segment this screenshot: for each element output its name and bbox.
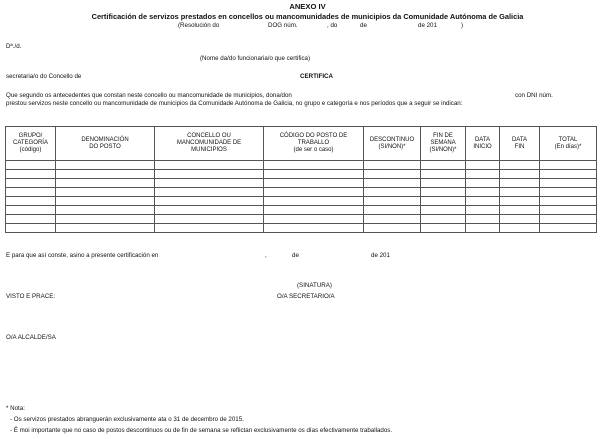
table-cell[interactable] (6, 197, 56, 206)
header-line: TRABALLO (297, 140, 330, 147)
resolution-de: de (360, 22, 367, 29)
notes-heading: * Nota: (6, 405, 25, 412)
header-codigo-posto (264, 127, 364, 161)
table-cell[interactable] (56, 161, 155, 170)
closing-year: de 201 (371, 252, 390, 259)
header-line: CONCELLO OU (187, 133, 231, 140)
table-cell[interactable] (421, 188, 466, 197)
table-cell[interactable] (155, 170, 264, 179)
certifica-label: CERTIFICA (300, 73, 333, 80)
table-cell[interactable] (500, 197, 540, 206)
table-cell[interactable] (264, 215, 364, 224)
header-line: (SI/NON)* (378, 143, 406, 150)
table-cell[interactable] (6, 170, 56, 179)
table-row (6, 170, 597, 179)
table-cell[interactable] (421, 179, 466, 188)
header-line: FIN DE (433, 133, 453, 140)
header-line: CÓDIGO DO POSTO DE (279, 133, 348, 140)
header-line: DESCONTINUO (369, 136, 415, 143)
header-line: SEMANA (430, 140, 456, 147)
table-cell[interactable] (466, 161, 500, 170)
table-cell[interactable] (264, 197, 364, 206)
table-cell[interactable] (500, 188, 540, 197)
header-line: INICIO (473, 143, 492, 150)
table-cell[interactable] (500, 161, 540, 170)
header-line: FIN (514, 143, 525, 150)
header-denominacion (56, 127, 155, 161)
table-cell[interactable] (264, 206, 364, 215)
table-body (6, 161, 597, 233)
table-cell[interactable] (264, 188, 364, 197)
table-cell[interactable] (500, 206, 540, 215)
table-cell[interactable] (364, 215, 421, 224)
table-cell[interactable] (364, 224, 421, 233)
mayor-signature-label: O/A ALCALDE/SA (6, 334, 56, 341)
table-cell[interactable] (466, 197, 500, 206)
resolution-do: , do (327, 22, 338, 29)
table-row (6, 224, 597, 233)
table-cell[interactable] (500, 170, 540, 179)
table-cell[interactable] (56, 197, 155, 206)
header-concello (155, 127, 264, 161)
secretary-label: secretaria/o do Concello de (6, 73, 82, 80)
header-line: TOTAL (558, 136, 578, 143)
table-cell[interactable] (56, 179, 155, 188)
table-cell[interactable] (264, 161, 364, 170)
table-cell[interactable] (540, 206, 597, 215)
header-line: DENOMINACIÓN (81, 136, 129, 143)
header-grupo (6, 127, 56, 161)
table-row (6, 179, 597, 188)
header-line: CATEGORÍA (13, 140, 48, 147)
closing-comma: , (265, 252, 267, 259)
table-cell[interactable] (540, 170, 597, 179)
visto-prace-label: VISTO E PRACE: (6, 293, 56, 300)
table-row (6, 161, 597, 170)
note-item: - É moi importante que no caso de postos descontinuos ou de fin de semana se reflictan exclusivamente os días efectivamente traballados. (10, 427, 393, 434)
table-cell[interactable] (466, 215, 500, 224)
table-row (6, 206, 597, 215)
table-cell[interactable] (466, 188, 500, 197)
table-cell[interactable] (6, 179, 56, 188)
header-line: DATA (474, 136, 491, 143)
note-item: - Os servizos prestados abranguerán exclusivamente ata o 31 de decembro de 2015. (10, 416, 244, 423)
body-line-1: Que segundo os antecedentes que constan neste concello ou mancomunidade de municipios, dona/don (6, 92, 292, 99)
table-cell[interactable] (56, 224, 155, 233)
table-cell[interactable] (6, 206, 56, 215)
table-cell[interactable] (6, 188, 56, 197)
table-cell[interactable] (540, 224, 597, 233)
header-fin-semana (421, 127, 466, 161)
table-cell[interactable] (364, 179, 421, 188)
header-line: DATA (511, 136, 528, 143)
dona-label: Dª./d. (6, 43, 22, 50)
signature-caption: (SINATURA) (297, 282, 332, 289)
table-cell[interactable] (540, 161, 597, 170)
table-cell[interactable] (364, 206, 421, 215)
header-line: (de ser o caso) (293, 146, 334, 153)
table-cell[interactable] (421, 224, 466, 233)
table-cell[interactable] (500, 179, 540, 188)
table-cell[interactable] (421, 215, 466, 224)
table-cell[interactable] (466, 179, 500, 188)
header-line: (En días)* (554, 143, 582, 150)
table-cell[interactable] (421, 161, 466, 170)
header-line: MUNICIPIOS (191, 146, 227, 153)
table-cell[interactable] (56, 188, 155, 197)
header-line: GRUPO/ (18, 133, 43, 140)
table-cell[interactable] (500, 215, 540, 224)
resolution-year: de 201 (418, 22, 437, 29)
header-data-fin (500, 127, 540, 161)
table-cell[interactable] (421, 197, 466, 206)
table-cell[interactable] (155, 197, 264, 206)
table-cell[interactable] (466, 206, 500, 215)
closing-text: E para que así conste, asino a presente certificación en (6, 252, 159, 259)
table-cell[interactable] (56, 170, 155, 179)
table-cell[interactable] (56, 215, 155, 224)
table-cell[interactable] (466, 170, 500, 179)
table-cell[interactable] (364, 188, 421, 197)
document-title: Certificación de servizos prestados en concellos ou mancomunidades de municipios da Comunidade Autónoma de Galicia (91, 12, 524, 21)
header-line: (SI/NON)* (429, 146, 457, 153)
table-cell[interactable] (540, 179, 597, 188)
table-cell[interactable] (421, 206, 466, 215)
table-cell[interactable] (264, 179, 364, 188)
table-cell[interactable] (56, 206, 155, 215)
table-row (6, 188, 597, 197)
table-cell[interactable] (6, 215, 56, 224)
header-line: (código) (19, 146, 42, 153)
header-total (540, 127, 597, 161)
table-cell[interactable] (155, 161, 264, 170)
table-cell[interactable] (6, 224, 56, 233)
resolution-dog: DOG núm. (268, 22, 298, 29)
table-cell[interactable] (466, 224, 500, 233)
name-caption: (Nome da/do funcionaria/o que certifica) (200, 55, 311, 62)
body-line-2: prestou servizos neste concello ou mancomunidade de municipios da Comunidade Autónoma de Galicia, no grupo e categoría e nos períodos que a seguir se indican: (6, 100, 463, 107)
table-row (6, 197, 597, 206)
table-cell[interactable] (155, 215, 264, 224)
table-cell[interactable] (500, 224, 540, 233)
header-descontinuo (364, 127, 421, 161)
table-cell[interactable] (540, 188, 597, 197)
table-cell[interactable] (364, 161, 421, 170)
closing-de: de (292, 252, 299, 259)
table-cell[interactable] (155, 206, 264, 215)
table-cell[interactable] (421, 170, 466, 179)
table-cell[interactable] (264, 170, 364, 179)
table-cell[interactable] (6, 161, 56, 170)
table-cell[interactable] (364, 170, 421, 179)
annex-title: ANEXO IV (289, 2, 326, 11)
dni-label: con DNI núm. (515, 92, 553, 99)
table-header-row (6, 127, 597, 161)
table-cell[interactable] (155, 179, 264, 188)
table-cell[interactable] (540, 197, 597, 206)
header-data-inicio (466, 127, 500, 161)
resolution-close: ) (461, 22, 464, 29)
services-table (5, 126, 597, 233)
header-line: MANCOMUNIDADE DE (176, 140, 242, 147)
table-row (6, 215, 597, 224)
secretary-signature-label: O/A SECRETARIO/A (277, 293, 335, 300)
header-line: DO POSTO (89, 143, 121, 150)
table-cell[interactable] (155, 224, 264, 233)
table-cell[interactable] (540, 215, 597, 224)
resolution-prefix: (Resolución do (178, 22, 220, 29)
table-cell[interactable] (364, 197, 421, 206)
table-cell[interactable] (155, 188, 264, 197)
table-cell[interactable] (264, 224, 364, 233)
